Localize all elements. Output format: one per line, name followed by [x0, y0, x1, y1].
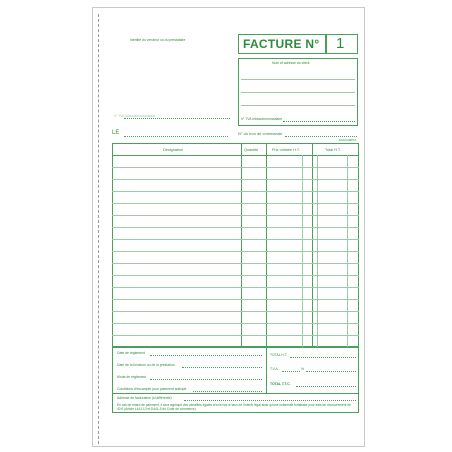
table-row — [112, 263, 359, 264]
total-ht-label: TOTAL H.T. — [270, 353, 288, 357]
seller-vat-label: n° TVA intracommunautaire — [114, 114, 156, 118]
seller-label: Identité du vendeur ou du prestataire — [130, 38, 186, 42]
total-ht-line — [290, 357, 356, 358]
table-row — [112, 239, 359, 240]
discount-conditions-label: Conditions d'escompte pour paiement anticipé — [117, 387, 187, 391]
payment-mode-line — [150, 379, 262, 380]
col-header-quantity: Quantité — [244, 148, 259, 152]
footer-divider — [112, 393, 359, 394]
table-header-rule — [112, 155, 359, 156]
penalty-notice: En cas de retard de paiement, il sera appliqué des pénalités égales à trois fois le taux de l'intérêt légal ainsi qu'une indemnité forfaitaire pour frais de recouvrement de 40 € (Article L441-10 et D441-5 du Code de commerce). — [117, 403, 351, 411]
tva-amount-line — [306, 371, 356, 372]
total-ttc-line — [296, 386, 356, 387]
footer-totals-divider — [266, 347, 267, 393]
discount-conditions-line — [193, 391, 262, 392]
client-line-1 — [241, 79, 355, 80]
table-row — [112, 323, 359, 324]
client-line-3 — [241, 105, 355, 106]
table-row — [112, 251, 359, 252]
payment-date-line — [150, 355, 262, 356]
billing-address-line — [184, 400, 356, 401]
col-header-total: Total H.T. — [325, 148, 341, 152]
order-label: N° du bon de commande — [238, 131, 283, 136]
table-row — [112, 227, 359, 228]
table-row — [112, 287, 359, 288]
table-row — [112, 335, 359, 336]
client-line-2 — [241, 92, 355, 93]
tva-rate-line — [282, 371, 300, 372]
table-row — [112, 275, 359, 276]
table-row — [112, 311, 359, 312]
payment-mode-label: Mode de règlement — [117, 375, 147, 379]
total-ttc-label: TOTAL T.T.C. — [270, 382, 291, 386]
invoice-title: FACTURE N° — [243, 37, 320, 51]
items-table — [112, 143, 359, 347]
table-row — [112, 299, 359, 300]
delivery-date-line — [182, 367, 262, 368]
seller-vat-line — [124, 118, 230, 119]
date-line — [124, 136, 228, 137]
col-header-designation: Désignation — [163, 148, 184, 152]
col-divider-price — [266, 143, 267, 347]
table-row — [112, 167, 359, 168]
table-row — [112, 203, 359, 204]
delivery-date-label: Date de la livraison ou de la prestation — [117, 363, 175, 367]
payment-date-label: Date de règlement — [117, 351, 145, 355]
tva-label: T.V.A. — [270, 367, 279, 371]
table-row — [112, 179, 359, 180]
client-vat-line — [283, 121, 355, 122]
tva-percent: % — [301, 367, 305, 371]
col-header-unit-price: Prix unitaire H.T. — [272, 148, 300, 152]
table-row — [112, 215, 359, 216]
col-divider-total — [312, 143, 313, 347]
client-vat-label: n° TVA intracommunautaire — [241, 117, 283, 121]
col-divider-qty — [241, 143, 242, 347]
perforation-line — [98, 14, 100, 444]
order-line — [285, 136, 357, 137]
order-ref: EXACOMPTA — [339, 138, 357, 142]
date-label: LE — [112, 130, 120, 136]
table-row — [112, 191, 359, 192]
client-label: Nom et adresse du client — [272, 61, 310, 65]
invoice-number: 1 — [336, 35, 345, 52]
billing-address-label: Adresse de facturation (si différente) — [117, 396, 172, 400]
